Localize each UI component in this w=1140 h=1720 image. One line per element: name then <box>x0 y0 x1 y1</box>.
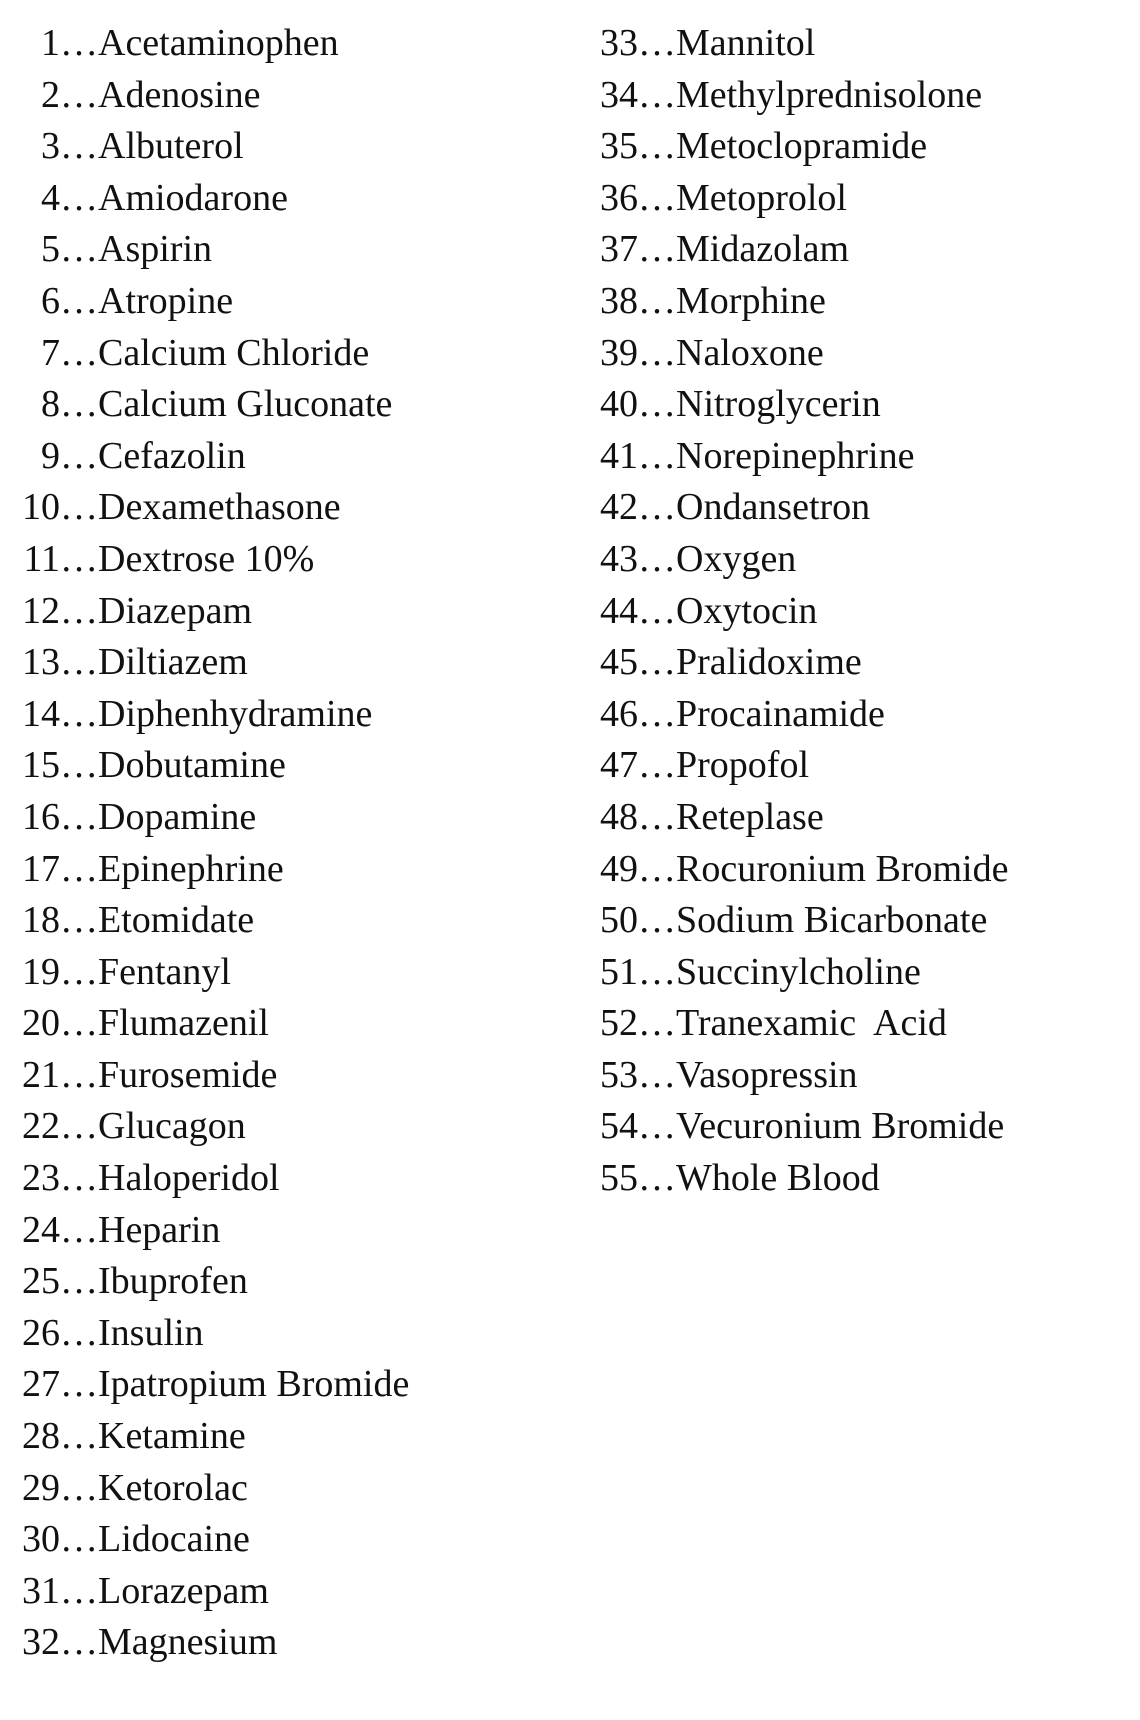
medication-column-right <box>590 18 1130 1205</box>
ellipsis-separator: … <box>60 950 98 993</box>
medication-name: Methylprednisolone <box>676 73 983 116</box>
ellipsis-separator: … <box>638 22 676 64</box>
medication-name: Tranexamic Acid <box>676 1002 947 1045</box>
ellipsis-separator: … <box>60 73 98 116</box>
ellipsis-separator: … <box>60 1002 98 1045</box>
medication-list-item <box>590 276 1130 328</box>
medication-number: 37 <box>600 228 638 271</box>
medication-list-item <box>590 895 1130 947</box>
ellipsis-separator: … <box>60 1053 98 1096</box>
medication-list-item <box>590 689 1130 741</box>
medication-number: 13 <box>22 641 60 684</box>
medication-name: Dobutamine <box>98 744 286 787</box>
medication-list-item <box>12 1617 572 1669</box>
medication-list-item <box>590 534 1130 586</box>
medication-name: Calcium Gluconate <box>98 383 393 426</box>
ellipsis-separator: … <box>60 744 98 787</box>
ellipsis-separator: … <box>60 1105 98 1148</box>
medication-list-item <box>12 689 572 741</box>
medication-number: 29 <box>22 1466 60 1509</box>
ellipsis-separator: … <box>638 537 676 580</box>
medication-number: 23 <box>22 1157 60 1200</box>
ellipsis-separator: … <box>638 692 676 735</box>
medication-name: Ondansetron <box>676 486 871 529</box>
medication-name: Diazepam <box>98 589 253 632</box>
medication-name: Vecuronium Bromide <box>676 1105 1005 1148</box>
medication-number: 34 <box>600 73 638 116</box>
medication-number: 10 <box>22 486 60 529</box>
medication-number: 54 <box>600 1105 638 1148</box>
medication-list-item <box>12 1463 572 1515</box>
medication-name: Haloperidol <box>98 1157 280 1200</box>
ellipsis-separator: … <box>638 950 676 993</box>
medication-list-item <box>590 121 1130 173</box>
medication-list-item <box>12 1359 572 1411</box>
medication-name: Diphenhydramine <box>98 692 373 735</box>
medication-number: 53 <box>600 1053 638 1096</box>
medication-list-item <box>12 1514 572 1566</box>
medication-name: Sodium Bicarbonate <box>676 899 988 942</box>
medication-number: 18 <box>22 899 60 942</box>
medication-list-item <box>590 1153 1130 1205</box>
ellipsis-separator: … <box>638 486 676 529</box>
medication-list-item <box>590 844 1130 896</box>
medication-name: Nitroglycerin <box>676 383 881 426</box>
medication-number: 42 <box>600 486 638 529</box>
ellipsis-separator: … <box>638 176 676 219</box>
medication-number: 49 <box>600 847 638 890</box>
medication-list-item <box>590 431 1130 483</box>
ellipsis-separator: … <box>60 279 98 322</box>
medication-name: Midazolam <box>676 228 850 271</box>
ellipsis-separator: … <box>60 1518 98 1561</box>
medication-name: Norepinephrine <box>676 434 915 477</box>
medication-name: Dopamine <box>98 795 257 838</box>
medication-number: 14 <box>22 692 60 735</box>
medication-number: 12 <box>22 589 60 632</box>
medication-number: 28 <box>22 1415 60 1458</box>
ellipsis-separator: … <box>60 847 98 890</box>
medication-number: 2 <box>41 73 60 116</box>
medication-list-item <box>590 379 1130 431</box>
medication-name: Mannitol <box>676 22 816 64</box>
medication-number: 19 <box>22 950 60 993</box>
medication-list-item <box>590 1050 1130 1102</box>
medication-number: 35 <box>600 125 638 168</box>
ellipsis-separator: … <box>638 1105 676 1148</box>
medication-name: Amiodarone <box>98 176 288 219</box>
ellipsis-separator: … <box>60 1363 98 1406</box>
medication-list-item <box>590 998 1130 1050</box>
ellipsis-separator: … <box>60 1415 98 1458</box>
medication-number: 22 <box>22 1105 60 1148</box>
medication-list-item <box>590 586 1130 638</box>
medication-number: 7 <box>41 331 60 374</box>
ellipsis-separator: … <box>638 589 676 632</box>
ellipsis-separator: … <box>638 847 676 890</box>
medication-name: Heparin <box>98 1208 221 1251</box>
medication-name: Whole Blood <box>676 1157 880 1200</box>
medication-number: 6 <box>41 279 60 322</box>
medication-list-item <box>590 947 1130 999</box>
medication-number: 9 <box>41 434 60 477</box>
ellipsis-separator: … <box>60 383 98 426</box>
medication-number: 44 <box>600 589 638 632</box>
medication-number: 38 <box>600 279 638 322</box>
ellipsis-separator: … <box>60 589 98 632</box>
medication-name: Aspirin <box>98 228 212 271</box>
medication-number: 17 <box>22 847 60 890</box>
medication-name: Adenosine <box>98 73 261 116</box>
ellipsis-separator: … <box>60 1466 98 1509</box>
medication-name: Succinylcholine <box>676 950 921 993</box>
ellipsis-separator: … <box>60 486 98 529</box>
medication-list-item <box>590 740 1130 792</box>
ellipsis-separator: … <box>638 125 676 168</box>
medication-list-item <box>12 534 572 586</box>
medication-list-item <box>590 18 1130 70</box>
medication-column-left <box>12 18 572 1669</box>
medication-number: 4 <box>41 176 60 219</box>
medication-number: 25 <box>22 1260 60 1303</box>
ellipsis-separator: … <box>60 692 98 735</box>
medication-name: Reteplase <box>676 795 824 838</box>
medication-number: 41 <box>600 434 638 477</box>
medication-list-item <box>590 328 1130 380</box>
medication-list-item <box>12 844 572 896</box>
medication-list-item <box>12 947 572 999</box>
medication-name: Albuterol <box>98 125 244 168</box>
ellipsis-separator: … <box>60 228 98 271</box>
ellipsis-separator: … <box>60 1569 98 1612</box>
medication-number: 46 <box>600 692 638 735</box>
medication-list-item <box>12 1050 572 1102</box>
medication-number: 3 <box>41 125 60 168</box>
medication-list-item <box>12 586 572 638</box>
medication-number: 43 <box>600 537 638 580</box>
medication-number: 50 <box>600 899 638 942</box>
medication-list-item <box>12 1256 572 1308</box>
ellipsis-separator: … <box>60 1157 98 1200</box>
medication-number: 40 <box>600 383 638 426</box>
medication-number: 36 <box>600 176 638 219</box>
medication-list-item <box>12 998 572 1050</box>
medication-number: 45 <box>600 641 638 684</box>
ellipsis-separator: … <box>638 1002 676 1045</box>
medication-name: Ibuprofen <box>98 1260 248 1303</box>
medication-name: Procainamide <box>676 692 885 735</box>
ellipsis-separator: … <box>60 1311 98 1354</box>
medication-name: Diltiazem <box>98 641 248 684</box>
medication-number: 16 <box>22 795 60 838</box>
ellipsis-separator: … <box>60 22 98 64</box>
medication-list-item <box>12 431 572 483</box>
medication-name: Atropine <box>98 279 234 322</box>
medication-number: 21 <box>22 1053 60 1096</box>
ellipsis-separator: … <box>60 434 98 477</box>
ellipsis-separator: … <box>60 537 98 580</box>
medication-name: Metoclopramide <box>676 125 928 168</box>
ellipsis-separator: … <box>60 1621 98 1664</box>
ellipsis-separator: … <box>638 279 676 322</box>
medication-list-item <box>12 1411 572 1463</box>
medication-number: 51 <box>600 950 638 993</box>
medication-list-item <box>12 224 572 276</box>
medication-name: Flumazenil <box>98 1002 269 1045</box>
medication-number: 8 <box>41 383 60 426</box>
medication-name: Acetaminophen <box>98 22 339 64</box>
medication-list-item <box>12 637 572 689</box>
medication-name: Glucagon <box>98 1105 246 1148</box>
ellipsis-separator: … <box>638 73 676 116</box>
medication-number: 31 <box>22 1569 60 1612</box>
medication-number: 5 <box>41 228 60 271</box>
ellipsis-separator: … <box>638 899 676 942</box>
medication-list-item <box>12 482 572 534</box>
medication-list-item <box>12 1566 572 1618</box>
medication-name: Oxygen <box>676 537 797 580</box>
medication-name: Fentanyl <box>98 950 231 993</box>
ellipsis-separator: … <box>638 641 676 684</box>
medication-list-item <box>590 173 1130 225</box>
medication-name: Oxytocin <box>676 589 818 632</box>
medication-number: 15 <box>22 744 60 787</box>
medication-list-item <box>12 379 572 431</box>
medication-number: 39 <box>600 331 638 374</box>
medication-number: 24 <box>22 1208 60 1251</box>
medication-name: Etomidate <box>98 899 255 942</box>
medication-name: Calcium Chloride <box>98 331 370 374</box>
medication-name: Metoprolol <box>676 176 847 219</box>
ellipsis-separator: … <box>638 331 676 374</box>
medication-name: Pralidoxime <box>676 641 862 684</box>
medication-list-item <box>12 276 572 328</box>
medication-name: Epinephrine <box>98 847 284 890</box>
ellipsis-separator: … <box>60 641 98 684</box>
medication-list-item <box>590 482 1130 534</box>
medication-list-item <box>12 121 572 173</box>
ellipsis-separator: … <box>638 228 676 271</box>
medication-number: 20 <box>22 1002 60 1045</box>
medication-number: 30 <box>22 1518 60 1561</box>
medication-name: Vasopressin <box>676 1053 858 1096</box>
ellipsis-separator: … <box>638 1157 676 1200</box>
ellipsis-separator: … <box>638 434 676 477</box>
ellipsis-separator: … <box>60 1208 98 1251</box>
medication-name: Ketorolac <box>98 1466 248 1509</box>
medication-name: Cefazolin <box>98 434 246 477</box>
medication-name: Propofol <box>676 744 809 787</box>
medication-name: Rocuronium Bromide <box>676 847 1009 890</box>
medication-list-item <box>590 224 1130 276</box>
medication-list-item <box>12 1308 572 1360</box>
medication-name: Dexamethasone <box>98 486 341 529</box>
medication-number: 26 <box>22 1311 60 1354</box>
medication-list-item <box>12 1205 572 1257</box>
medication-name: Furosemide <box>98 1053 278 1096</box>
medication-list-item <box>12 1153 572 1205</box>
ellipsis-separator: … <box>60 176 98 219</box>
medication-name: Lidocaine <box>98 1518 250 1561</box>
medication-name: Lorazepam <box>98 1569 269 1612</box>
ellipsis-separator: … <box>638 795 676 838</box>
ellipsis-separator: … <box>60 795 98 838</box>
medication-name: Dextrose 10% <box>98 537 315 580</box>
medication-name: Insulin <box>98 1311 204 1354</box>
medication-number: 52 <box>600 1002 638 1045</box>
medication-number: 55 <box>600 1157 638 1200</box>
ellipsis-separator: … <box>638 1053 676 1096</box>
medication-list-item <box>12 895 572 947</box>
medication-list-item <box>590 637 1130 689</box>
medication-number: 48 <box>600 795 638 838</box>
medication-list-item <box>12 70 572 122</box>
medication-number: 27 <box>22 1363 60 1406</box>
medication-name: Magnesium <box>98 1621 278 1664</box>
ellipsis-separator: … <box>60 1260 98 1303</box>
ellipsis-separator: … <box>60 125 98 168</box>
medication-name: Ketamine <box>98 1415 246 1458</box>
medication-list-item <box>590 792 1130 844</box>
medication-list-item <box>12 18 572 70</box>
ellipsis-separator: … <box>60 899 98 942</box>
medication-number: 47 <box>600 744 638 787</box>
medication-list-item <box>12 328 572 380</box>
medication-list-item <box>12 740 572 792</box>
ellipsis-separator: … <box>60 331 98 374</box>
medication-name: Naloxone <box>676 331 824 374</box>
medication-number: 33 <box>600 22 638 64</box>
medication-name: Ipatropium Bromide <box>98 1363 410 1406</box>
medication-number: 11 <box>23 537 60 580</box>
medication-list-item <box>12 173 572 225</box>
medication-list-item <box>590 1101 1130 1153</box>
medication-list-item <box>590 70 1130 122</box>
medication-list-item <box>12 792 572 844</box>
ellipsis-separator: … <box>638 383 676 426</box>
medication-number: 32 <box>22 1621 60 1664</box>
medication-number: 1 <box>41 22 60 64</box>
medication-name: Morphine <box>676 279 826 322</box>
medication-list-item <box>12 1101 572 1153</box>
ellipsis-separator: … <box>638 744 676 787</box>
